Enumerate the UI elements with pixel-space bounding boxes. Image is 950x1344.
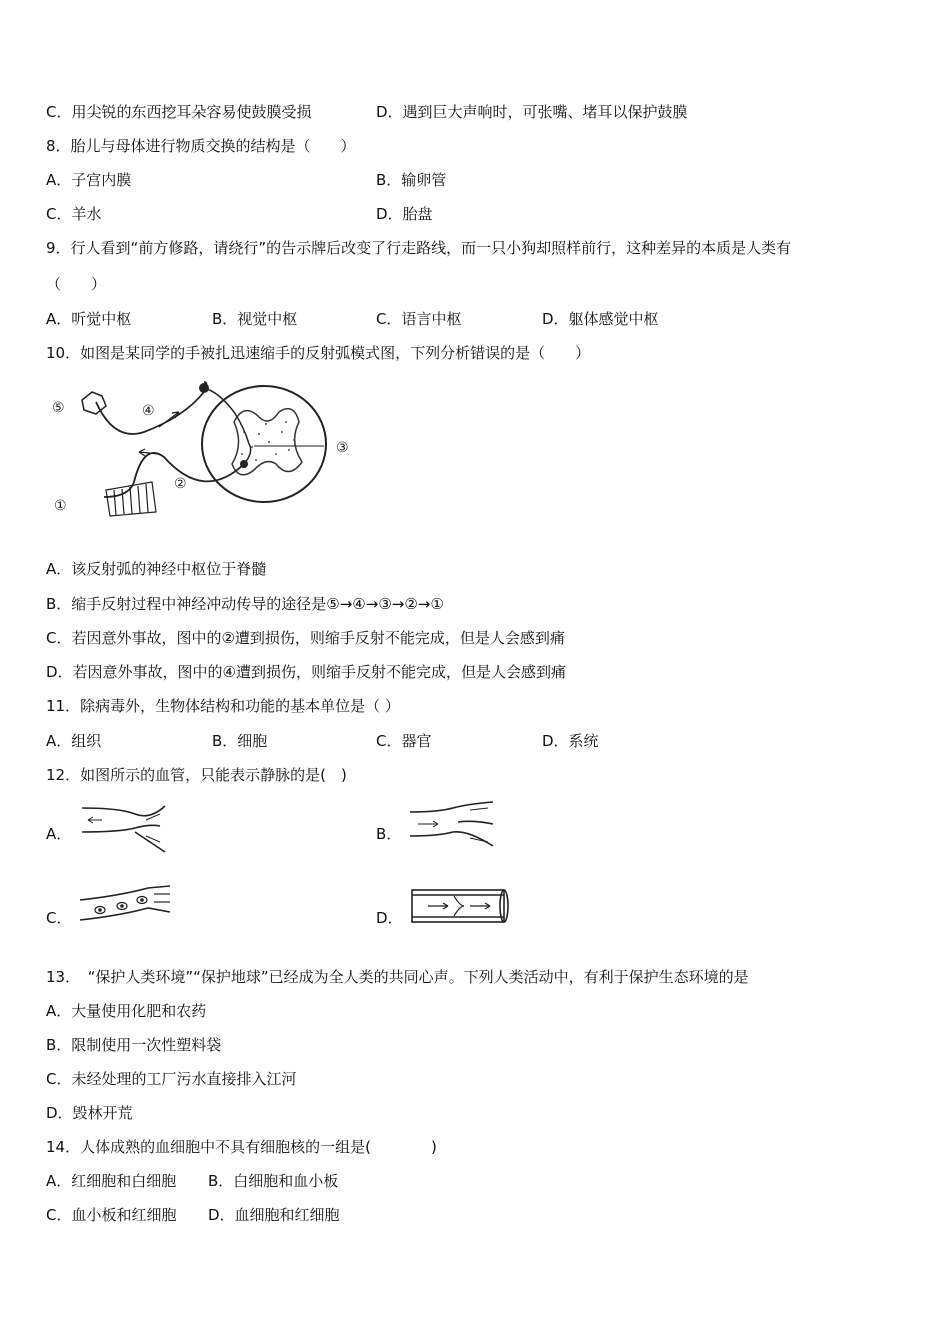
q14-option-a: A．红细胞和白细胞 (46, 1172, 177, 1190)
q13-option-a: A．大量使用化肥和农药 (46, 1002, 207, 1020)
vessel-d-diagram (408, 886, 512, 926)
q7-option-d: D．遇到巨大声响时，可张嘴、堵耳以保护鼓膜 (376, 103, 688, 121)
q11-option-c: C．器官 (376, 732, 432, 750)
q9-option-b: B．视觉中枢 (212, 310, 298, 328)
q10-stem: 10．如图是某同学的手被扎迅速缩手的反射弧模式图，下列分析错误的是（ ） (46, 344, 591, 362)
q9-paren: （ ） (46, 275, 107, 293)
spinal-cord (202, 386, 326, 502)
q12-option-d-label: D． (376, 909, 403, 927)
label-2: ② (174, 476, 187, 492)
q13-option-d: D．毁林开荒 (46, 1104, 133, 1122)
q8-option-a: A．子宫内膜 (46, 171, 132, 189)
q11-stem: 11．除病毒外，生物体结构和功能的基本单位是（ ） (46, 697, 400, 715)
receptor (82, 392, 106, 414)
q8-option-b: B．输卵管 (376, 171, 447, 189)
q7-option-c: C．用尖锐的东西挖耳朵容易使鼓膜受损 (46, 103, 312, 121)
q12-option-c-label: C． (46, 909, 72, 927)
q12-option-a-label: A． (46, 825, 72, 843)
q10-option-d: D．若因意外事故，图中的④遭到损伤，则缩手反射不能完成，但是人会感到痛 (46, 663, 567, 681)
q14-option-b: B．白细胞和血小板 (208, 1172, 339, 1190)
q13-option-b: B．限制使用一次性塑料袋 (46, 1036, 222, 1054)
label-4: ④ (142, 403, 155, 419)
q9-option-d: D．躯体感觉中枢 (542, 310, 659, 328)
q9-option-c: C．语言中枢 (376, 310, 462, 328)
q8-stem: 8．胎儿与母体进行物质交换的结构是（ ） (46, 137, 356, 155)
label-5: ⑤ (52, 400, 65, 416)
q13-option-c: C．未经处理的工厂污水直接排入江河 (46, 1070, 297, 1088)
q13-stem: 13． “保护人类环境”“保护地球”已经成为全人类的共同心声。下列人类活动中，有利于保护生态环境的是 (46, 968, 749, 986)
q12-stem: 12．如图所示的血管，只能表示静脉的是( ) (46, 766, 347, 784)
q11-option-d: D．系统 (542, 732, 599, 750)
q9-stem: 9．行人看到“前方修路，请绕行”的告示牌后改变了行走路线，而一只小狗却照样前行，这种差异的本质是人类有 (46, 239, 792, 257)
q14-option-c: C．血小板和红细胞 (46, 1206, 177, 1224)
q8-option-d: D．胎盘 (376, 205, 433, 223)
q12-option-b-label: B． (376, 825, 402, 843)
q14-stem: 14．人体成熟的血细胞中不具有细胞核的一组是( ) (46, 1138, 437, 1156)
reflex-arc-diagram (44, 372, 364, 522)
q9-option-a: A．听觉中枢 (46, 310, 132, 328)
q8-option-c: C．羊水 (46, 205, 102, 223)
q10-option-a: A．该反射弧的神经中枢位于脊髓 (46, 560, 267, 578)
label-1: ① (54, 498, 67, 514)
vessel-c-diagram (78, 884, 173, 924)
label-3: ③ (336, 440, 349, 456)
q11-option-b: B．细胞 (212, 732, 268, 750)
vessel-a-diagram (80, 802, 170, 854)
q11-option-a: A．组织 (46, 732, 102, 750)
vessel-b-diagram (408, 800, 498, 852)
q10-option-c: C．若因意外事故，图中的②遭到损伤，则缩手反射不能完成，但是人会感到痛 (46, 629, 565, 647)
q14-option-d: D．血细胞和红细胞 (208, 1206, 340, 1224)
q10-option-b: B．缩手反射过程中神经冲动传导的途径是⑤→④→③→②→① (46, 595, 444, 613)
